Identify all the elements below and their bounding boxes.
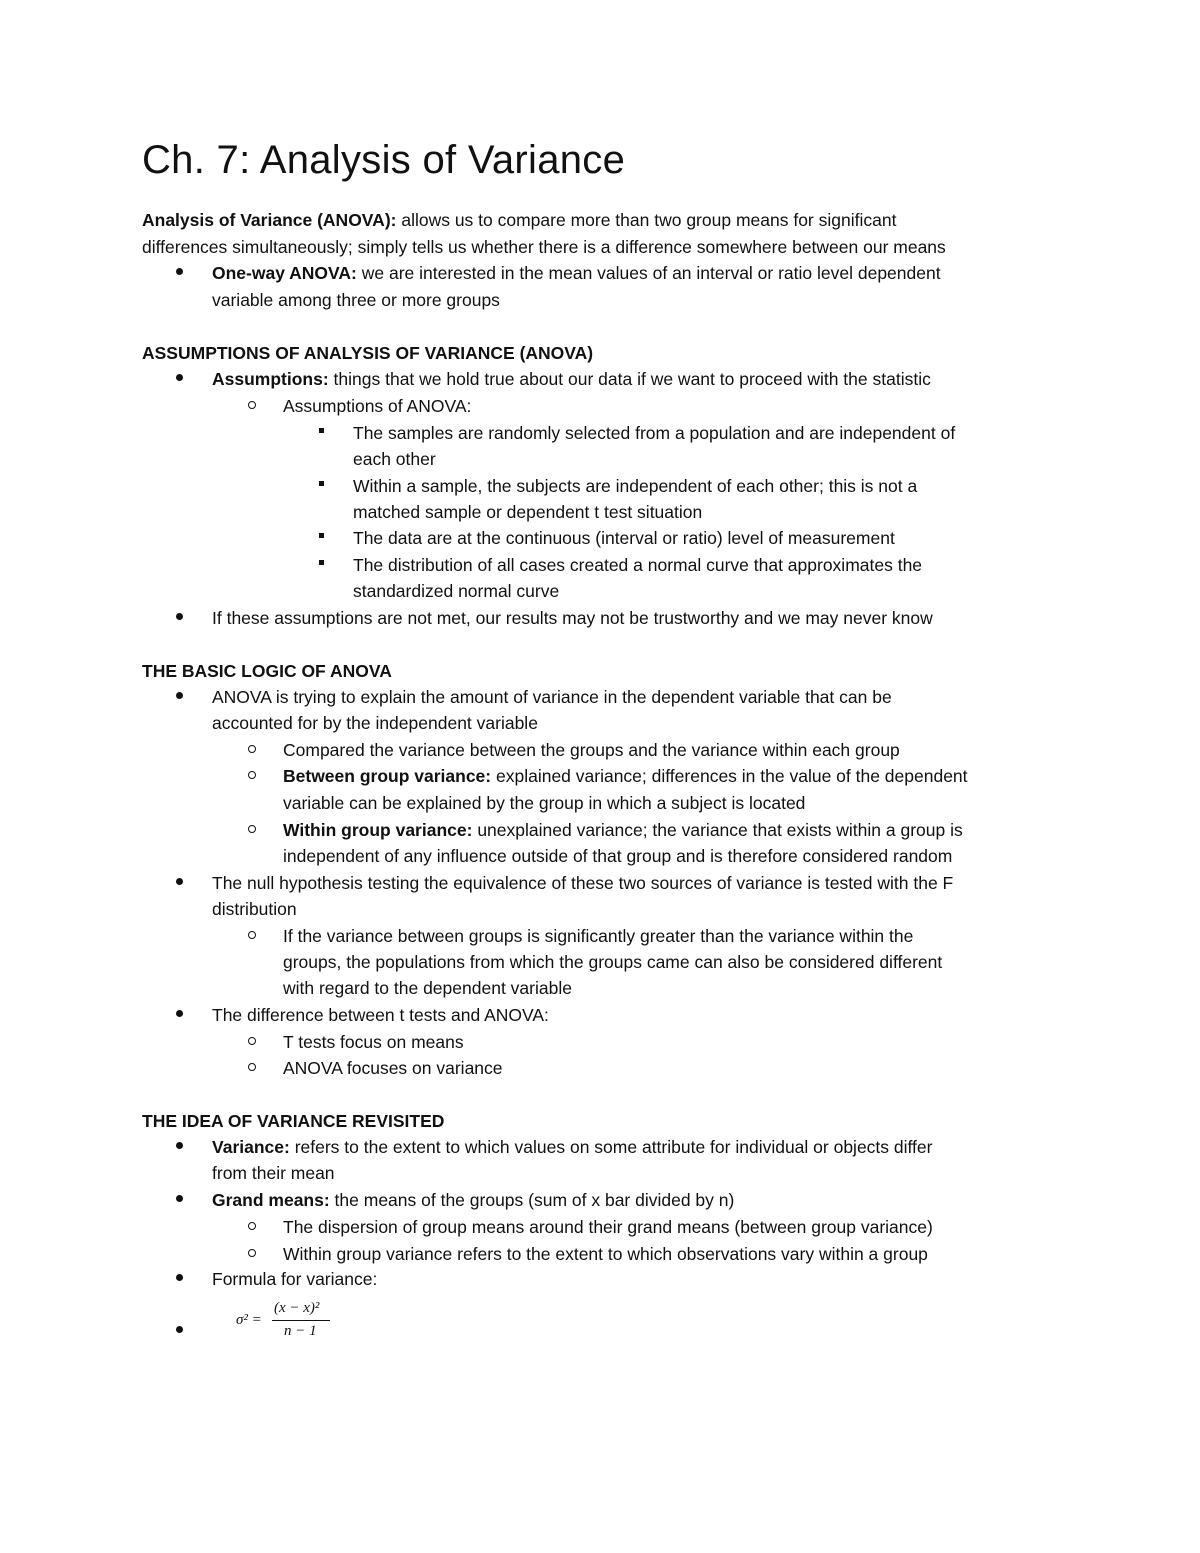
assumptions-definition-text: things that we hold true about our data if we want to proceed with the statistic bbox=[328, 369, 931, 389]
bullet-circle-icon bbox=[248, 1063, 256, 1071]
variance-line2: from their mean bbox=[212, 1163, 335, 1183]
grand-means-text: the means of the groups (sum of x bar divided by n) bbox=[329, 1190, 735, 1210]
variance-line1 bbox=[212, 1136, 932, 1158]
bullet-square-icon bbox=[319, 481, 324, 486]
formula-denominator: n − 1 bbox=[284, 1323, 317, 1339]
formula-label: Formula for variance: bbox=[212, 1269, 378, 1289]
bullet-dot-icon bbox=[176, 878, 183, 885]
within-group-line2: independent of any influence outside of that group and is therefore considered random bbox=[283, 846, 953, 866]
logic-point-1-line2: accounted for by the independent variable bbox=[212, 713, 538, 733]
assumption-4-line1: The distribution of all cases created a normal curve that approximates the bbox=[353, 555, 923, 575]
oneway-definition-text: we are interested in the mean values of an interval or ratio level dependent bbox=[356, 263, 941, 283]
assumptions-term: Assumptions: bbox=[212, 369, 329, 389]
logic-point-1-line1: ANOVA is trying to explain the amount of variance in the dependent variable that can be bbox=[212, 687, 892, 707]
variance-between-line3: with regard to the dependent variable bbox=[283, 978, 572, 998]
bullet-dot-icon bbox=[176, 374, 183, 381]
bullet-circle-icon bbox=[248, 1222, 256, 1230]
bullet-dot-icon bbox=[176, 692, 183, 699]
assumption-2-line2: matched sample or dependent t test situation bbox=[353, 502, 703, 522]
assumptions-line bbox=[212, 368, 931, 390]
bullet-circle-icon bbox=[248, 825, 256, 833]
between-group-text: explained variance; differences in the value of the dependent bbox=[491, 766, 968, 786]
bullet-square-icon bbox=[319, 533, 324, 538]
bullet-dot-icon bbox=[176, 1010, 183, 1017]
logic-sub-1: Compared the variance between the groups and the variance within each group bbox=[283, 740, 900, 760]
grand-means-line bbox=[212, 1189, 734, 1211]
bullet-dot-icon bbox=[176, 613, 183, 620]
anova-focus: ANOVA focuses on variance bbox=[283, 1058, 503, 1078]
assumption-1-line1: The samples are randomly selected from a population and are independent of bbox=[353, 423, 956, 443]
anova-term: Analysis of Variance (ANOVA): bbox=[142, 210, 397, 230]
null-hypothesis-line2: distribution bbox=[212, 899, 297, 919]
within-group-text: unexplained variance; the variance that exists within a group is bbox=[472, 820, 963, 840]
within-group-refers-line: Within group variance refers to the extent to which observations vary within a group bbox=[283, 1244, 928, 1264]
bullet-circle-icon bbox=[248, 401, 256, 409]
assumption-2-line1: Within a sample, the subjects are independent of each other; this is not a bbox=[353, 476, 918, 496]
oneway-line2: variable among three or more groups bbox=[212, 290, 500, 310]
variance-between-line1: If the variance between groups is significantly greater than the variance within the bbox=[283, 926, 914, 946]
t-tests-focus: T tests focus on means bbox=[283, 1032, 464, 1052]
between-group-line2: variable can be explained by the group in which a subject is located bbox=[283, 793, 806, 813]
bullet-circle-icon bbox=[248, 1249, 256, 1257]
section-heading-assumptions: ASSUMPTIONS OF ANALYSIS OF VARIANCE (ANOVA) bbox=[142, 343, 594, 363]
section-heading-basic-logic: THE BASIC LOGIC OF ANOVA bbox=[142, 661, 392, 681]
bullet-dot-icon bbox=[176, 1142, 183, 1149]
variance-between-line2: groups, the populations from which the groups came can also be considered different bbox=[283, 952, 943, 972]
anova-definition-line1 bbox=[142, 209, 896, 231]
grand-means-term: Grand means: bbox=[212, 1190, 330, 1210]
bullet-circle-icon bbox=[248, 771, 256, 779]
anova-definition-text: allows us to compare more than two group means for significant bbox=[396, 210, 897, 230]
bullet-dot-icon bbox=[176, 1274, 183, 1281]
formula-numerator: (x − x)² bbox=[274, 1300, 320, 1316]
formula-lhs: σ² = bbox=[236, 1312, 262, 1328]
bullet-circle-icon bbox=[248, 931, 256, 939]
dispersion-line: The dispersion of group means around their grand means (between group variance) bbox=[283, 1217, 933, 1237]
anova-definition-line2: differences simultaneously; simply tells us whether there is a difference somewhere between our means bbox=[142, 237, 946, 257]
within-group-term: Within group variance: bbox=[283, 820, 473, 840]
bullet-square-icon bbox=[319, 428, 324, 433]
formula-fraction-bar bbox=[272, 1320, 330, 1321]
bullet-circle-icon bbox=[248, 745, 256, 753]
assumption-4-line2: standardized normal curve bbox=[353, 581, 560, 601]
section-heading-variance-revisited: THE IDEA OF VARIANCE REVISITED bbox=[142, 1111, 445, 1131]
bullet-square-icon bbox=[319, 560, 324, 565]
bullet-circle-icon bbox=[248, 1037, 256, 1045]
between-group-term: Between group variance: bbox=[283, 766, 492, 786]
assumptions-not-met: If these assumptions are not met, our results may not be trustworthy and we may never know bbox=[212, 608, 933, 628]
variance-term: Variance: bbox=[212, 1137, 290, 1157]
assumption-1-line2: each other bbox=[353, 449, 436, 469]
null-hypothesis-line1: The null hypothesis testing the equivalence of these two sources of variance is tested with the F bbox=[212, 873, 954, 893]
oneway-line1 bbox=[212, 262, 941, 284]
bullet-dot-icon bbox=[176, 268, 183, 275]
page-title: Ch. 7: Analysis of Variance bbox=[142, 138, 626, 182]
assumptions-of-anova-label: Assumptions of ANOVA: bbox=[283, 396, 472, 416]
within-group-line1 bbox=[283, 819, 963, 841]
assumption-3: The data are at the continuous (interval or ratio) level of measurement bbox=[353, 528, 895, 548]
bullet-dot-icon bbox=[176, 1195, 183, 1202]
bullet-dot-icon bbox=[176, 1326, 183, 1333]
variance-definition-text: refers to the extent to which values on some attribute for individual or objects differ bbox=[289, 1137, 933, 1157]
t-tests-vs-anova: The difference between t tests and ANOVA: bbox=[212, 1005, 549, 1025]
oneway-term: One-way ANOVA: bbox=[212, 263, 357, 283]
between-group-line1 bbox=[283, 765, 968, 787]
